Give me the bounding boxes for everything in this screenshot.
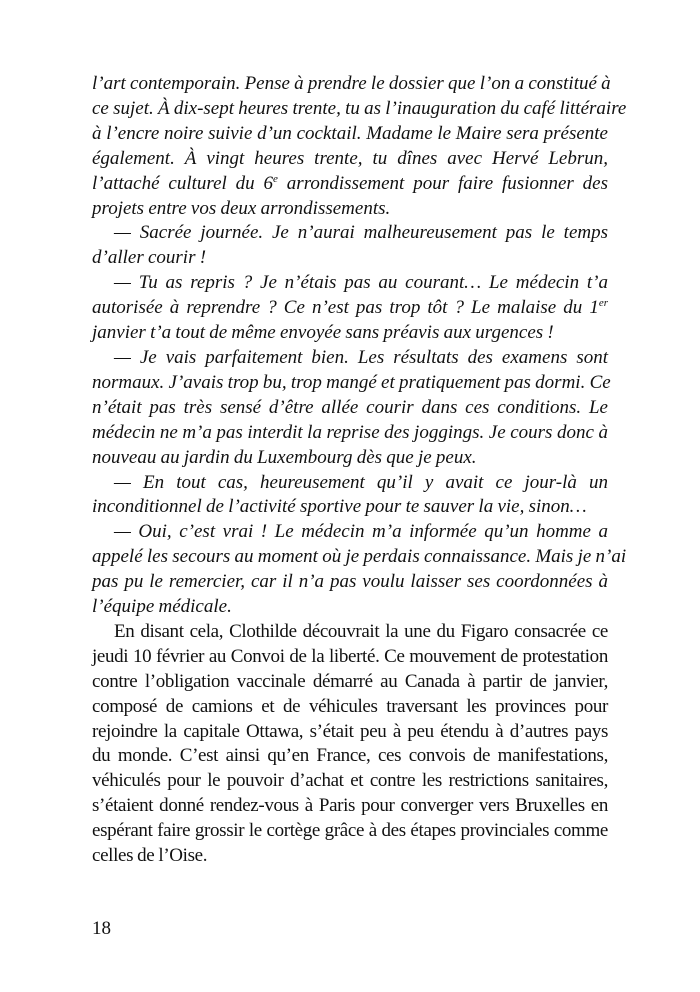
text-line: — Je vais parfaitement bien. Les résultats des examens sont <box>114 346 608 368</box>
text-line: celles de l’Oise. <box>92 845 208 867</box>
narration-paragraph <box>92 620 608 869</box>
text-line: normaux. J’avais trop bu, trop mangé et pratiquement pas dormi. Ce <box>92 371 611 393</box>
text-line: janvier t’a tout de même envoyée sans préavis aux urgences ! <box>92 322 554 344</box>
text-line: En disant cela, Clothilde découvrait la une du Figaro consacrée ce <box>114 620 608 642</box>
text-line: jeudi 10 février au Convoi de la liberté. Ce mouvement de protestation <box>92 645 608 667</box>
text-line <box>92 296 608 321</box>
book-page-text <box>92 72 627 869</box>
text-line: également. À vingt heures trente, tu dînes avec Hervé Lebrun, <box>92 147 608 169</box>
text-line: — Oui, c’est vrai ! Le médecin m’a informée qu’un homme a <box>114 521 608 543</box>
text-line: à l’encre noire suivie d’un cocktail. Madame le Maire sera présente <box>92 122 608 144</box>
text-line-part: l’attaché culturel du 6 <box>92 172 274 194</box>
text-line: composé de camions et de véhicules traversant les provinces pour <box>92 695 608 717</box>
text-line: n’était pas très sensé d’être allée courir dans ces conditions. Le <box>92 396 608 418</box>
text-line: contre l’obligation vaccinale démarré au Canada à partir de janvier, <box>92 670 608 692</box>
text-line-part: arrondissement pour faire fusionner des <box>277 172 608 194</box>
text-line: — Tu as repris ? Je n’étais pas au courant… Le médecin t’a <box>114 272 608 294</box>
text-line: l’art contemporain. Pense à prendre le dossier que l’on a constitué à <box>92 73 611 94</box>
text-line: médecin ne m’a pas interdit la reprise des joggings. Je cours donc à <box>92 421 608 443</box>
page-number: 18 <box>92 918 111 939</box>
text-line: inconditionnel de l’activité sportive pour te sauver la vie, sinon… <box>92 496 587 518</box>
text-line: projets entre vos deux arrondissements. <box>92 197 391 219</box>
text-line: — Sacrée journée. Je n’aurai malheureusement pas le temps <box>114 222 608 244</box>
superscript: er <box>598 297 608 310</box>
text-line <box>92 172 608 197</box>
text-line: — En tout cas, heureusement qu’il y avait ce jour-là un <box>114 471 608 493</box>
text-line: d’aller courir ! <box>92 247 207 269</box>
text-line: pas pu le remercier, car il n’a pas voulu laisser ses coordonnées à <box>92 571 608 593</box>
text-line: rejoindre la capitale Ottawa, s’était peu à peu étendu à d’autres pays <box>92 720 608 742</box>
text-line: appelé les secours au moment où je perdais connaissance. Mais je n’ai <box>92 546 627 568</box>
text-line: ce sujet. À dix-sept heures trente, tu as l’inauguration du café littéraire <box>92 97 627 119</box>
text-line: véhiculés pour le pouvoir d’achat et contre les restrictions sanitaires, <box>92 770 608 792</box>
superscript: e <box>273 172 278 185</box>
text-line: nouveau au jardin du Luxembourg dès que je peux. <box>92 446 477 468</box>
text-line: du monde. C’est ainsi qu’en France, ces convois de manifestations, <box>92 745 608 767</box>
dialogue-section <box>92 72 627 620</box>
text-line: espérant faire grossir le cortège grâce à des étapes provinciales comme <box>92 820 608 842</box>
text-line: l’équipe médicale. <box>92 596 232 618</box>
text-line: s’étaient donné rendez-vous à Paris pour converger vers Bruxelles en <box>92 795 608 817</box>
text-line-part: autorisée à reprendre ? Ce n’est pas trop tôt ? Le malaise du 1 <box>92 297 599 319</box>
